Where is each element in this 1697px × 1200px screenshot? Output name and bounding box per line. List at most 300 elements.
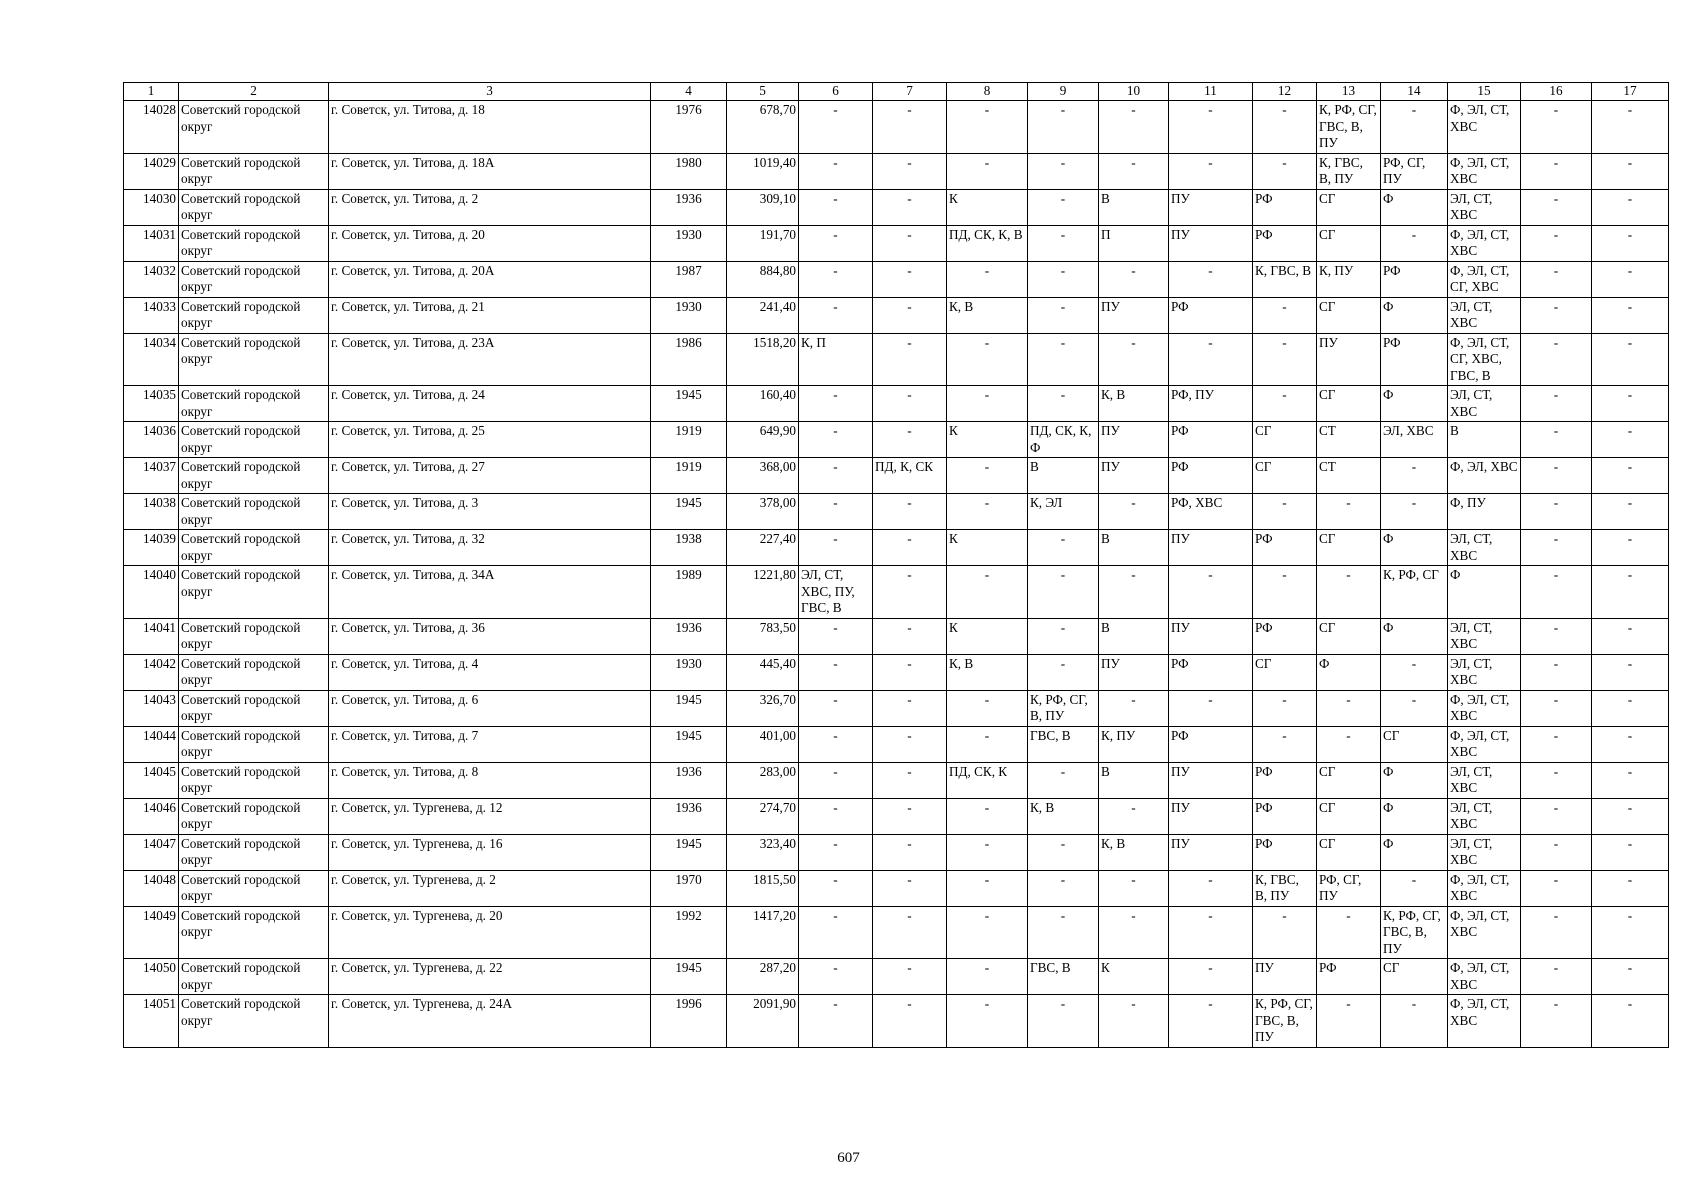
- cell-record-id: 14048: [124, 870, 179, 906]
- cell-col-12: -: [1253, 566, 1317, 619]
- cell-col-12: -: [1253, 726, 1317, 762]
- cell-col-10: -: [1099, 101, 1169, 154]
- cell-col-12: -: [1253, 690, 1317, 726]
- cell-col-9: -: [1028, 995, 1099, 1048]
- cell-col-14: -: [1381, 654, 1448, 690]
- cell-col-15: Ф, ЭЛ, СТ, СГ, ХВС, ГВС, В: [1448, 333, 1521, 386]
- cell-col-6: -: [799, 726, 873, 762]
- cell-col-13: СГ: [1317, 225, 1381, 261]
- cell-col-7: -: [873, 386, 947, 422]
- table-row: [124, 494, 1669, 530]
- cell-col-7: -: [873, 225, 947, 261]
- cell-col-6: -: [799, 959, 873, 995]
- cell-col-8: К: [947, 530, 1028, 566]
- cell-col-8: К: [947, 189, 1028, 225]
- cell-col-13: СТ: [1317, 458, 1381, 494]
- cell-col-10: В: [1099, 618, 1169, 654]
- cell-municipality: Советский городской округ: [179, 995, 329, 1048]
- cell-col-16: -: [1521, 189, 1592, 225]
- cell-col-13: -: [1317, 726, 1381, 762]
- cell-col-8: -: [947, 995, 1028, 1048]
- cell-col-17: -: [1592, 906, 1669, 959]
- cell-municipality: Советский городской округ: [179, 153, 329, 189]
- cell-col-14: -: [1381, 870, 1448, 906]
- cell-col-16: -: [1521, 153, 1592, 189]
- cell-col-15: Ф, ПУ: [1448, 494, 1521, 530]
- cell-address: г. Советск, ул. Тургенева, д. 24А: [329, 995, 651, 1048]
- cell-col-13: К, РФ, СГ, ГВС, В, ПУ: [1317, 101, 1381, 154]
- cell-col-8: -: [947, 494, 1028, 530]
- cell-col-17: -: [1592, 870, 1669, 906]
- cell-col-15: ЭЛ, СТ, ХВС: [1448, 297, 1521, 333]
- cell-year-built: 1930: [651, 225, 727, 261]
- cell-col-15: Ф, ЭЛ, СТ, ХВС: [1448, 726, 1521, 762]
- cell-area: 1019,40: [727, 153, 799, 189]
- cell-col-8: -: [947, 959, 1028, 995]
- cell-address: г. Советск, ул. Титова, д. 23А: [329, 333, 651, 386]
- cell-col-9: -: [1028, 261, 1099, 297]
- cell-col-11: -: [1169, 870, 1253, 906]
- cell-col-8: -: [947, 906, 1028, 959]
- cell-address: г. Советск, ул. Титова, д. 32: [329, 530, 651, 566]
- cell-col-11: ПУ: [1169, 189, 1253, 225]
- cell-col-13: -: [1317, 995, 1381, 1048]
- cell-col-11: РФ, ХВС: [1169, 494, 1253, 530]
- cell-record-id: 14031: [124, 225, 179, 261]
- column-header: 2: [179, 83, 329, 101]
- cell-col-13: СГ: [1317, 386, 1381, 422]
- cell-address: г. Советск, ул. Тургенева, д. 12: [329, 798, 651, 834]
- cell-col-6: -: [799, 618, 873, 654]
- cell-col-14: Ф: [1381, 386, 1448, 422]
- cell-address: г. Советск, ул. Титова, д. 7: [329, 726, 651, 762]
- cell-col-14: СГ: [1381, 959, 1448, 995]
- cell-col-12: К, ГВС, В, ПУ: [1253, 870, 1317, 906]
- cell-col-7: -: [873, 834, 947, 870]
- cell-col-6: К, П: [799, 333, 873, 386]
- cell-address: г. Советск, ул. Титова, д. 2: [329, 189, 651, 225]
- cell-col-10: ПУ: [1099, 297, 1169, 333]
- cell-col-14: ЭЛ, ХВС: [1381, 422, 1448, 458]
- cell-municipality: Советский городской округ: [179, 762, 329, 798]
- cell-col-7: -: [873, 726, 947, 762]
- cell-year-built: 1989: [651, 566, 727, 619]
- cell-col-6: -: [799, 261, 873, 297]
- cell-col-14: Ф: [1381, 297, 1448, 333]
- cell-col-6: -: [799, 297, 873, 333]
- cell-address: г. Советск, ул. Титова, д. 8: [329, 762, 651, 798]
- table-row: [124, 333, 1669, 386]
- cell-col-14: РФ: [1381, 333, 1448, 386]
- cell-col-12: РФ: [1253, 189, 1317, 225]
- cell-col-10: -: [1099, 995, 1169, 1048]
- cell-col-8: -: [947, 261, 1028, 297]
- cell-col-14: К, РФ, СГ, ГВС, В, ПУ: [1381, 906, 1448, 959]
- cell-col-7: -: [873, 530, 947, 566]
- cell-col-8: К: [947, 618, 1028, 654]
- cell-record-id: 14043: [124, 690, 179, 726]
- cell-municipality: Советский городской округ: [179, 618, 329, 654]
- cell-year-built: 1945: [651, 386, 727, 422]
- cell-municipality: Советский городской округ: [179, 726, 329, 762]
- cell-col-9: -: [1028, 225, 1099, 261]
- table-row: [124, 386, 1669, 422]
- cell-col-14: -: [1381, 995, 1448, 1048]
- cell-col-17: -: [1592, 458, 1669, 494]
- cell-col-17: -: [1592, 530, 1669, 566]
- cell-col-6: -: [799, 906, 873, 959]
- cell-col-8: ПД, СК, К, В: [947, 225, 1028, 261]
- cell-year-built: 1980: [651, 153, 727, 189]
- table-row: [124, 690, 1669, 726]
- cell-address: г. Советск, ул. Тургенева, д. 22: [329, 959, 651, 995]
- cell-year-built: 1936: [651, 618, 727, 654]
- cell-col-14: Ф: [1381, 834, 1448, 870]
- cell-municipality: Советский городской округ: [179, 422, 329, 458]
- cell-col-9: -: [1028, 530, 1099, 566]
- cell-col-9: К, ЭЛ: [1028, 494, 1099, 530]
- cell-col-16: -: [1521, 297, 1592, 333]
- cell-col-6: -: [799, 494, 873, 530]
- column-header: 1: [124, 83, 179, 101]
- cell-year-built: 1992: [651, 906, 727, 959]
- cell-col-16: -: [1521, 834, 1592, 870]
- cell-col-15: Ф, ЭЛ, СТ, ХВС: [1448, 101, 1521, 154]
- cell-col-8: -: [947, 153, 1028, 189]
- cell-municipality: Советский городской округ: [179, 798, 329, 834]
- cell-municipality: Советский городской округ: [179, 959, 329, 995]
- cell-col-14: Ф: [1381, 798, 1448, 834]
- cell-col-7: -: [873, 153, 947, 189]
- cell-col-11: РФ: [1169, 422, 1253, 458]
- cell-col-10: -: [1099, 798, 1169, 834]
- cell-record-id: 14051: [124, 995, 179, 1048]
- column-header: 10: [1099, 83, 1169, 101]
- cell-col-8: ПД, СК, К: [947, 762, 1028, 798]
- cell-area: 401,00: [727, 726, 799, 762]
- cell-col-17: -: [1592, 726, 1669, 762]
- table-row: [124, 530, 1669, 566]
- cell-col-7: -: [873, 422, 947, 458]
- cell-col-11: -: [1169, 153, 1253, 189]
- cell-col-15: Ф, ЭЛ, СТ, ХВС: [1448, 906, 1521, 959]
- cell-col-10: К, ПУ: [1099, 726, 1169, 762]
- cell-col-12: РФ: [1253, 762, 1317, 798]
- cell-col-15: В: [1448, 422, 1521, 458]
- table-row: [124, 834, 1669, 870]
- cell-col-17: -: [1592, 261, 1669, 297]
- cell-col-12: ПУ: [1253, 959, 1317, 995]
- cell-municipality: Советский городской округ: [179, 494, 329, 530]
- cell-col-13: СГ: [1317, 530, 1381, 566]
- cell-col-12: РФ: [1253, 618, 1317, 654]
- cell-col-7: -: [873, 995, 947, 1048]
- cell-area: 309,10: [727, 189, 799, 225]
- cell-col-17: -: [1592, 566, 1669, 619]
- cell-record-id: 14033: [124, 297, 179, 333]
- cell-col-17: -: [1592, 297, 1669, 333]
- cell-record-id: 14032: [124, 261, 179, 297]
- cell-col-6: -: [799, 530, 873, 566]
- cell-col-10: П: [1099, 225, 1169, 261]
- cell-municipality: Советский городской округ: [179, 870, 329, 906]
- cell-col-7: -: [873, 261, 947, 297]
- cell-col-8: -: [947, 333, 1028, 386]
- cell-col-11: -: [1169, 959, 1253, 995]
- cell-address: г. Советск, ул. Титова, д. 24: [329, 386, 651, 422]
- table-row: [124, 153, 1669, 189]
- cell-col-11: РФ, ПУ: [1169, 386, 1253, 422]
- cell-col-16: -: [1521, 959, 1592, 995]
- table-row: [124, 458, 1669, 494]
- cell-col-15: ЭЛ, СТ, ХВС: [1448, 618, 1521, 654]
- cell-municipality: Советский городской округ: [179, 333, 329, 386]
- column-header: 12: [1253, 83, 1317, 101]
- cell-address: г. Советск, ул. Тургенева, д. 2: [329, 870, 651, 906]
- cell-area: 323,40: [727, 834, 799, 870]
- cell-col-6: -: [799, 870, 873, 906]
- cell-col-15: Ф, ЭЛ, СТ, ХВС: [1448, 995, 1521, 1048]
- cell-col-16: -: [1521, 422, 1592, 458]
- cell-col-9: К, РФ, СГ, В, ПУ: [1028, 690, 1099, 726]
- cell-col-13: СГ: [1317, 297, 1381, 333]
- cell-col-8: К, В: [947, 297, 1028, 333]
- cell-col-7: -: [873, 654, 947, 690]
- cell-col-10: ПУ: [1099, 422, 1169, 458]
- cell-address: г. Советск, ул. Титова, д. 20: [329, 225, 651, 261]
- cell-col-10: ПУ: [1099, 654, 1169, 690]
- cell-col-12: РФ: [1253, 530, 1317, 566]
- cell-col-7: -: [873, 101, 947, 154]
- cell-col-17: -: [1592, 422, 1669, 458]
- cell-col-13: К, ГВС, В, ПУ: [1317, 153, 1381, 189]
- cell-col-9: -: [1028, 762, 1099, 798]
- cell-municipality: Советский городской округ: [179, 261, 329, 297]
- table-row: [124, 566, 1669, 619]
- cell-col-16: -: [1521, 798, 1592, 834]
- cell-col-15: ЭЛ, СТ, ХВС: [1448, 654, 1521, 690]
- cell-col-13: РФ, СГ, ПУ: [1317, 870, 1381, 906]
- cell-col-16: -: [1521, 726, 1592, 762]
- cell-col-7: -: [873, 690, 947, 726]
- cell-area: 283,00: [727, 762, 799, 798]
- cell-col-7: -: [873, 333, 947, 386]
- cell-col-9: -: [1028, 153, 1099, 189]
- cell-col-8: -: [947, 798, 1028, 834]
- column-header: 14: [1381, 83, 1448, 101]
- cell-year-built: 1996: [651, 995, 727, 1048]
- cell-col-13: -: [1317, 566, 1381, 619]
- cell-year-built: 1970: [651, 870, 727, 906]
- cell-col-17: -: [1592, 225, 1669, 261]
- cell-col-9: -: [1028, 654, 1099, 690]
- cell-area: 326,70: [727, 690, 799, 726]
- table-row: [124, 870, 1669, 906]
- cell-record-id: 14030: [124, 189, 179, 225]
- cell-col-16: -: [1521, 530, 1592, 566]
- cell-municipality: Советский городской округ: [179, 297, 329, 333]
- cell-col-16: -: [1521, 494, 1592, 530]
- cell-col-10: В: [1099, 530, 1169, 566]
- cell-col-17: -: [1592, 386, 1669, 422]
- cell-municipality: Советский городской округ: [179, 386, 329, 422]
- cell-col-12: РФ: [1253, 834, 1317, 870]
- cell-col-8: -: [947, 458, 1028, 494]
- cell-area: 191,70: [727, 225, 799, 261]
- cell-year-built: 1930: [651, 654, 727, 690]
- cell-col-8: -: [947, 870, 1028, 906]
- cell-col-7: -: [873, 959, 947, 995]
- cell-col-17: -: [1592, 690, 1669, 726]
- cell-address: г. Советск, ул. Титова, д. 21: [329, 297, 651, 333]
- cell-col-15: Ф: [1448, 566, 1521, 619]
- cell-col-7: -: [873, 618, 947, 654]
- cell-record-id: 14028: [124, 101, 179, 154]
- cell-address: г. Советск, ул. Титова, д. 36: [329, 618, 651, 654]
- cell-col-6: -: [799, 153, 873, 189]
- cell-record-id: 14040: [124, 566, 179, 619]
- cell-col-13: СГ: [1317, 762, 1381, 798]
- cell-col-9: -: [1028, 566, 1099, 619]
- column-header: 15: [1448, 83, 1521, 101]
- cell-col-13: -: [1317, 690, 1381, 726]
- cell-record-id: 14042: [124, 654, 179, 690]
- cell-col-12: -: [1253, 906, 1317, 959]
- cell-col-15: ЭЛ, СТ, ХВС: [1448, 530, 1521, 566]
- cell-col-8: -: [947, 386, 1028, 422]
- cell-col-12: -: [1253, 101, 1317, 154]
- cell-col-16: -: [1521, 101, 1592, 154]
- cell-col-11: -: [1169, 995, 1253, 1048]
- cell-record-id: 14044: [124, 726, 179, 762]
- cell-area: 649,90: [727, 422, 799, 458]
- table-row: [124, 261, 1669, 297]
- cell-col-15: Ф, ЭЛ, ХВС: [1448, 458, 1521, 494]
- cell-col-15: Ф, ЭЛ, СТ, ХВС: [1448, 870, 1521, 906]
- cell-col-16: -: [1521, 870, 1592, 906]
- cell-year-built: 1987: [651, 261, 727, 297]
- cell-area: 287,20: [727, 959, 799, 995]
- cell-col-17: -: [1592, 189, 1669, 225]
- cell-col-6: -: [799, 995, 873, 1048]
- cell-col-17: -: [1592, 834, 1669, 870]
- cell-col-16: -: [1521, 995, 1592, 1048]
- cell-col-16: -: [1521, 690, 1592, 726]
- cell-col-13: РФ: [1317, 959, 1381, 995]
- cell-col-15: Ф, ЭЛ, СТ, ХВС: [1448, 959, 1521, 995]
- cell-col-11: РФ: [1169, 458, 1253, 494]
- cell-address: г. Советск, ул. Титова, д. 18А: [329, 153, 651, 189]
- cell-col-8: -: [947, 834, 1028, 870]
- cell-record-id: 14029: [124, 153, 179, 189]
- cell-record-id: 14037: [124, 458, 179, 494]
- cell-col-11: ПУ: [1169, 618, 1253, 654]
- cell-col-6: -: [799, 422, 873, 458]
- cell-col-12: СГ: [1253, 654, 1317, 690]
- cell-municipality: Советский городской округ: [179, 834, 329, 870]
- cell-col-8: -: [947, 726, 1028, 762]
- cell-col-9: -: [1028, 870, 1099, 906]
- cell-col-11: -: [1169, 906, 1253, 959]
- cell-col-17: -: [1592, 762, 1669, 798]
- cell-col-11: ПУ: [1169, 530, 1253, 566]
- cell-col-11: -: [1169, 333, 1253, 386]
- cell-col-10: В: [1099, 189, 1169, 225]
- cell-year-built: 1938: [651, 530, 727, 566]
- cell-col-15: ЭЛ, СТ, ХВС: [1448, 386, 1521, 422]
- cell-col-9: -: [1028, 297, 1099, 333]
- cell-area: 241,40: [727, 297, 799, 333]
- cell-col-7: -: [873, 189, 947, 225]
- cell-address: г. Советск, ул. Титова, д. 6: [329, 690, 651, 726]
- cell-col-11: ПУ: [1169, 798, 1253, 834]
- cell-col-16: -: [1521, 906, 1592, 959]
- cell-col-12: -: [1253, 494, 1317, 530]
- cell-col-12: РФ: [1253, 798, 1317, 834]
- cell-col-14: Ф: [1381, 762, 1448, 798]
- cell-col-10: К, В: [1099, 386, 1169, 422]
- cell-address: г. Советск, ул. Титова, д. 18: [329, 101, 651, 154]
- cell-address: г. Советск, ул. Титова, д. 20А: [329, 261, 651, 297]
- cell-col-12: К, ГВС, В: [1253, 261, 1317, 297]
- cell-area: 783,50: [727, 618, 799, 654]
- cell-col-13: СГ: [1317, 189, 1381, 225]
- cell-area: 368,00: [727, 458, 799, 494]
- column-header: 3: [329, 83, 651, 101]
- cell-col-12: К, РФ, СГ, ГВС, В, ПУ: [1253, 995, 1317, 1048]
- cell-col-6: -: [799, 654, 873, 690]
- cell-municipality: Советский городской округ: [179, 189, 329, 225]
- cell-year-built: 1930: [651, 297, 727, 333]
- cell-col-10: -: [1099, 566, 1169, 619]
- cell-col-6: -: [799, 834, 873, 870]
- cell-col-7: -: [873, 762, 947, 798]
- cell-col-17: -: [1592, 995, 1669, 1048]
- cell-col-14: Ф: [1381, 530, 1448, 566]
- column-header: 16: [1521, 83, 1592, 101]
- cell-col-7: -: [873, 906, 947, 959]
- cell-col-7: -: [873, 494, 947, 530]
- cell-col-11: -: [1169, 690, 1253, 726]
- cell-col-9: ГВС, В: [1028, 959, 1099, 995]
- cell-col-16: -: [1521, 386, 1592, 422]
- table-row: [124, 225, 1669, 261]
- cell-col-12: СГ: [1253, 422, 1317, 458]
- cell-col-9: -: [1028, 906, 1099, 959]
- cell-year-built: 1936: [651, 189, 727, 225]
- cell-year-built: 1919: [651, 422, 727, 458]
- cell-col-9: ГВС, В: [1028, 726, 1099, 762]
- cell-record-id: 14049: [124, 906, 179, 959]
- cell-record-id: 14047: [124, 834, 179, 870]
- cell-municipality: Советский городской округ: [179, 654, 329, 690]
- cell-col-6: -: [799, 690, 873, 726]
- cell-col-14: СГ: [1381, 726, 1448, 762]
- cell-address: г. Советск, ул. Титова, д. 3: [329, 494, 651, 530]
- cell-col-10: -: [1099, 333, 1169, 386]
- page-number: 607: [837, 1150, 860, 1166]
- cell-col-8: -: [947, 101, 1028, 154]
- cell-col-14: РФ, СГ, ПУ: [1381, 153, 1448, 189]
- cell-col-12: -: [1253, 297, 1317, 333]
- cell-col-15: ЭЛ, СТ, ХВС: [1448, 798, 1521, 834]
- cell-area: 378,00: [727, 494, 799, 530]
- cell-col-6: -: [799, 458, 873, 494]
- cell-col-9: К, В: [1028, 798, 1099, 834]
- cell-year-built: 1945: [651, 726, 727, 762]
- cell-year-built: 1919: [651, 458, 727, 494]
- cell-col-8: К: [947, 422, 1028, 458]
